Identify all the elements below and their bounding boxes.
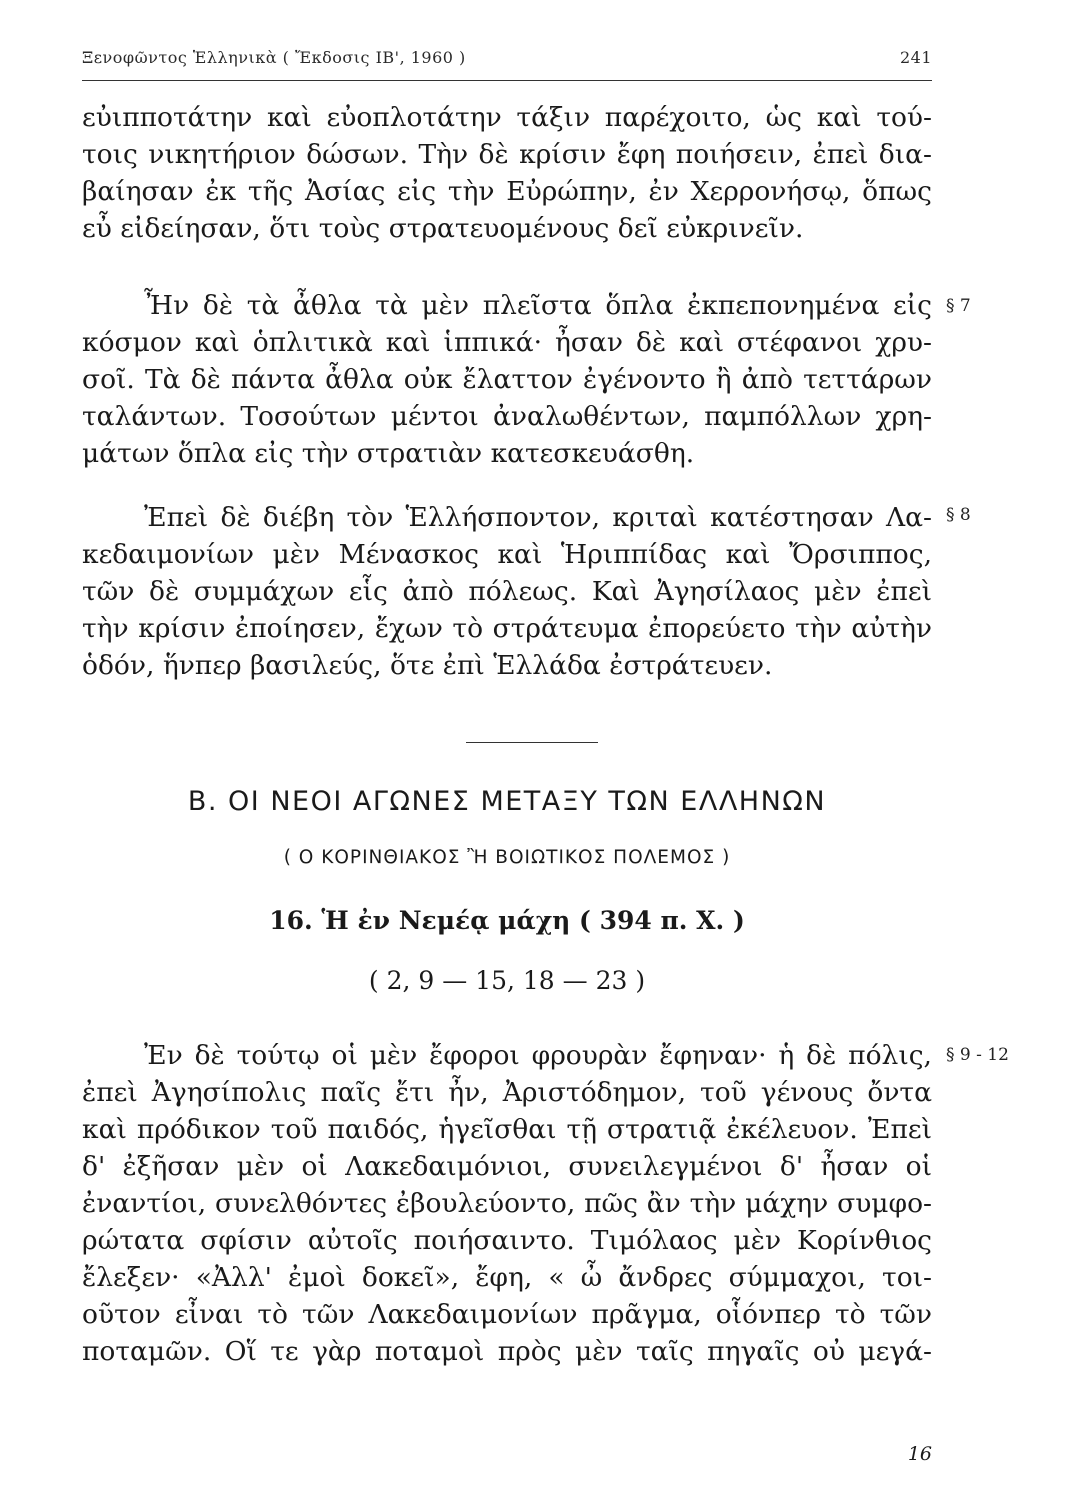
text-line: εὐιπποτάτην καὶ εὐοπλοτάτην τάξιν παρέχοιτο, ὡς καὶ τού-	[82, 102, 932, 133]
text-line: μάτων ὅπλα εἰς τὴν στρατιὰν κατεσκευάσθη.	[82, 438, 695, 469]
text-line: κόσμον καὶ ὁπλιτικὰ καὶ ἱππικά· ἦσαν δὲ καὶ στέφανοι χρυ-	[82, 327, 932, 358]
text-line: ἐναντίοι, συνελθόντες ἐβουλεύοντο, πῶς ἂν τὴν μάχην συμφο-	[82, 1188, 932, 1219]
margin-note-section-7: § 7	[946, 296, 971, 316]
lesson-title: 16. Ἡ ἐν Νεμέᾳ μάχη ( 394 π. Χ. )	[269, 906, 745, 935]
chapter-subheading: ( Ο ΚΟΡΙΝΘΙΑΚΟΣ Ἢ ΒΟΙΩΤΙΚΟΣ ΠΟΛΕΜΟΣ )	[283, 847, 731, 868]
lesson-reference: ( 2, 9 — 15, 18 — 23 )	[368, 966, 646, 995]
text-line: τὴν κρίσιν ἐποίησεν, ἔχων τὸ στράτευμα ἐπορεύετο τὴν αὐτὴν	[82, 613, 932, 644]
margin-note-sections-9-12: § 9 - 12	[946, 1045, 1009, 1065]
text-line: ποταμῶν. Οἵ τε γὰρ ποταμοὶ πρὸς μὲν ταῖς πηγαῖς οὐ μεγά-	[82, 1336, 932, 1367]
text-line: κεδαιμονίων μὲν Μένασκος καὶ Ἡριππίδας καὶ Ὄρσιππος,	[82, 539, 932, 570]
text-line: δ' ἐξῆσαν μὲν οἱ Λακεδαιμόνιοι, συνειλεγμένοι δ' ἦσαν οἱ	[82, 1151, 932, 1182]
paragraph-1	[82, 99, 932, 247]
page-number: 241	[899, 48, 932, 67]
paragraph-4	[82, 1037, 932, 1370]
header-rule	[82, 80, 932, 81]
text-line: καὶ πρόδικον τοῦ παιδός, ἡγεῖσθαι τῇ στρατιᾷ ἐκέλευον. Ἐπεὶ	[82, 1114, 932, 1145]
text-line: ρώτατα σφίσιν αὐτοῖς ποιήσαιντο. Τιμόλαος μὲν Κορίνθιος	[82, 1225, 932, 1256]
text-line: Ἦν δὲ τὰ ἆθλα τὰ μὲν πλεῖστα ὅπλα ἐκπεπονημένα εἰς	[144, 290, 932, 321]
text-line: σοῖ. Τὰ δὲ πάντα ἆθλα οὐκ ἔλαττον ἐγένοντο ἢ ἀπὸ τεττάρων	[82, 364, 932, 395]
chapter-heading: Β. ΟΙ ΝΕΟΙ ΑΓΩΝΕΣ ΜΕΤΑΞΥ ΤΩΝ ΕΛΛΗΝΩΝ	[187, 786, 827, 817]
text-line: τοις νικητήριον δώσων. Τὴν δὲ κρίσιν ἔφη ποιήσειν, ἐπεὶ δια-	[82, 139, 932, 170]
text-line: ταλάντων. Τοσούτων μέντοι ἀναλωθέντων, παμπόλλων χρη-	[82, 401, 932, 432]
paragraph-3	[82, 499, 932, 684]
text-line: οῦτον εἶναι τὸ τῶν Λακεδαιμονίων πρᾶγμα, οἷόνπερ τὸ τῶν	[82, 1299, 932, 1330]
text-line: τῶν δὲ συμμάχων εἷς ἀπὸ πόλεως. Καὶ Ἀγησίλαος μὲν ἐπεὶ	[82, 576, 932, 607]
text-line: βαίησαν ἐκ τῆς Ἀσίας εἰς τὴν Εὐρώπην, ἐν Χερρονήσῳ, ὅπως	[82, 176, 932, 207]
section-divider	[466, 742, 598, 743]
running-head-title: Ξενοφῶντος Ἑλληνικὰ ( Ἔκδοσις ΙΒ', 1960 )	[82, 48, 466, 67]
text-line: εὖ εἰδείησαν, ὅτι τοὺς στρατευομένους δεῖ εὐκρινεῖν.	[82, 213, 804, 244]
running-head	[82, 42, 932, 72]
paragraph-2	[82, 287, 932, 472]
folio-number: 16	[907, 1443, 932, 1465]
text-line: Ἐν δὲ τούτῳ οἱ μὲν ἔφοροι φρουρὰν ἔφηναν· ἡ δὲ πόλις,	[144, 1040, 932, 1071]
text-line: ὁδόν, ἥνπερ βασιλεύς, ὅτε ἐπὶ Ἑλλάδα ἐστράτευεν.	[82, 650, 773, 681]
margin-note-section-8: § 8	[946, 505, 971, 525]
text-line: ἐπεὶ Ἀγησίπολις παῖς ἔτι ἦν, Ἀριστόδημον, τοῦ γένους ὄντα	[82, 1077, 932, 1108]
text-line: ἔλεξεν· «Ἀλλ' ἐμοὶ δοκεῖ», ἔφη, « ὦ ἄνδρες σύμμαχοι, τοι-	[82, 1262, 932, 1293]
text-line: Ἐπεὶ δὲ διέβη τὸν Ἑλλήσποντον, κριταὶ κατέστησαν Λα-	[144, 502, 932, 533]
